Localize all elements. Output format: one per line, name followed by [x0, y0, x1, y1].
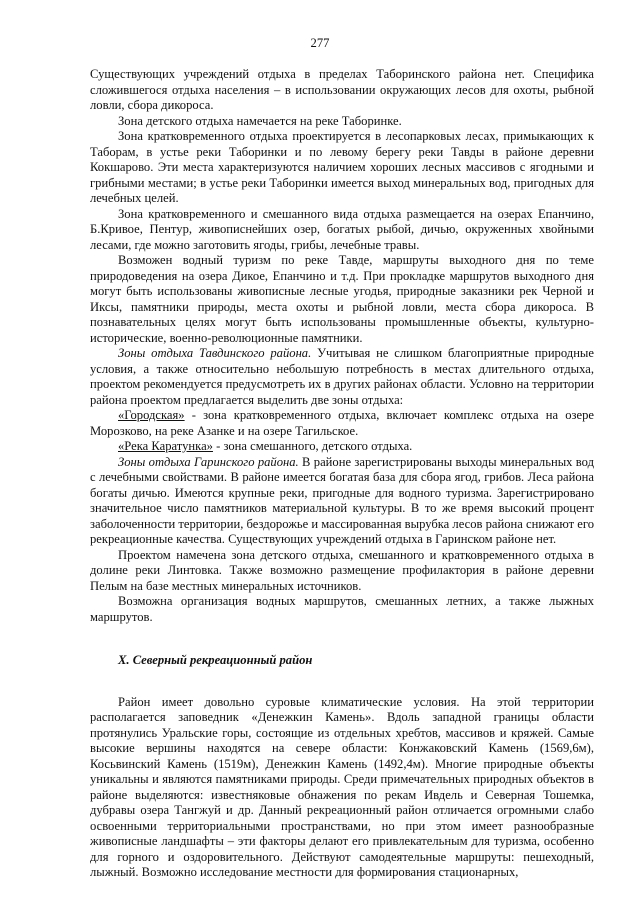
section-heading: X. Северный рекреационный район	[118, 653, 313, 667]
paragraph: Зона кратковременного отдыха проектируется в лесопарковых лесах, примыкающих к Таборам, в устье реки Таборинки и по левому берегу реки Тавды в районе деревни Кокшарово. Эти места характеризуются наличием хороших лесных массивов с ягодными и грибными местами; в устье реки Таборинки имеется выход минеральных вод, пригодных для лечебных целей.	[90, 129, 594, 205]
paragraph-zone-karatunka: «Река Каратунка» - зона смешанного, детского отдыха.	[118, 439, 413, 453]
page-number: 277	[310, 36, 330, 50]
paragraph: Существующих учреждений отдыха в пределах Таборинского района нет. Специфика сложившегося отдыха населения – в использовании окружающих лесов для охоты, рыбной ловли, сбора дикороса.	[90, 67, 594, 112]
zone-name-gorodskaya: «Городская»	[118, 408, 185, 422]
paragraph-lead: Зоны отдыха Тавдинского района.	[118, 346, 312, 360]
zone-name-karatunka: «Река Каратунка»	[118, 439, 213, 453]
document-body	[90, 67, 594, 881]
paragraph: Проектом намечена зона детского отдыха, смешанного и кратковременного отдыха в долине реки Линтовка. Также возможно размещение профилактория в районе деревни Пелым на базе местных минеральных источников.	[90, 547, 594, 593]
paragraph-tavda-zones: Зоны отдыха Тавдинского района. Учитывая не слишком благоприятные природные условия, а также относительно небольшую потребность в местах длительного отдыха, проектом рекомендуется предусмотреть их в других районах области. Условно на территории района проектом предлагается выделить две зоны отдыха:	[90, 346, 594, 407]
paragraph: Зона детского отдыха намечается на реке Таборинке.	[118, 113, 402, 128]
paragraph-zone-gorodskaya: «Городская» - зона кратковременного отдыха, включает комплекс отдыха на озере Морозково, на реке Азанке и на озере Тагильское.	[90, 408, 594, 438]
section-paragraph: Район имеет довольно суровые климатические условия. На этой территории располагается заповедник «Денежкин Камень». Вдоль западной границы области протянулись Уральские горы, состоящие из отдельных хребтов, массивов и кряжей. Самые высокие вершины находятся на севере области: Конжаковский Камень (1569,6м), Косьвинский Камень (1519м), Денежкин Камень (1492,4м). Многие природные объекты уникальны и являются памятниками природы. Среди примечательных природных объектов в районе выделяются: известняковые обнажения по рекам Ивдель и Северная Тошемка, дубравы озера Тангжуй и др. Данный рекреационный район отличается огромными слабо освоенными территориальными пространствами, но при этом имеет разнообразные живописные ландшафты – эти факторы делают его привлекательным для туризма, особенно для горного и оздоровительного. Действуют самодеятельные маршруты: пешеходный, лыжный. Возможно исследование местности для формирования стационарных,	[90, 694, 594, 879]
paragraph-garinsky-zones: Зоны отдыха Гаринского района. В районе зарегистрированы выходы минеральных вод с лечебными свойствами. В районе имеется богатая база для сбора ягод, грибов. Леса района богаты дичью. Имеются крупные реки, пригодные для водного туризма. Зарегистрировано значительное число памятников материальной культуры. В то же время высокий процент заболоченности территории, бездорожье и массированная вырубка лесов района снижают его рекреационные качества. Существующих учреждений отдыха в Гаринском районе нет.	[90, 454, 594, 546]
paragraph-lead: Зоны отдыха Гаринского района.	[118, 454, 299, 469]
paragraph: Зона кратковременного и смешанного вида отдыха размещается на озерах Епанчино, Б.Кривое, Пентур, живописнейших озер, богатых рыбой, дичью, окруженных хвойными лесами, где можно заготовить ягоды, грибы, лечебные травы.	[90, 206, 594, 252]
paragraph: Возможна организация водных маршрутов, смешанных летних, а также лыжных маршрутов.	[90, 594, 594, 624]
paragraph: Возможен водный туризм по реке Тавде, маршруты выходного дня по теме природоведения на озера Дикое, Епанчино и т.д. При прокладке маршрутов выходного дня могут быть использованы живописные лесные угодья, природные заказники рек Черной и Иксы, памятники природы, места охоты и рыбной ловли, места сбора дикороса. В познавательных целях могут быть использованы промышленные объекты, культурно-исторические, военно-революционные памятники.	[90, 253, 594, 345]
